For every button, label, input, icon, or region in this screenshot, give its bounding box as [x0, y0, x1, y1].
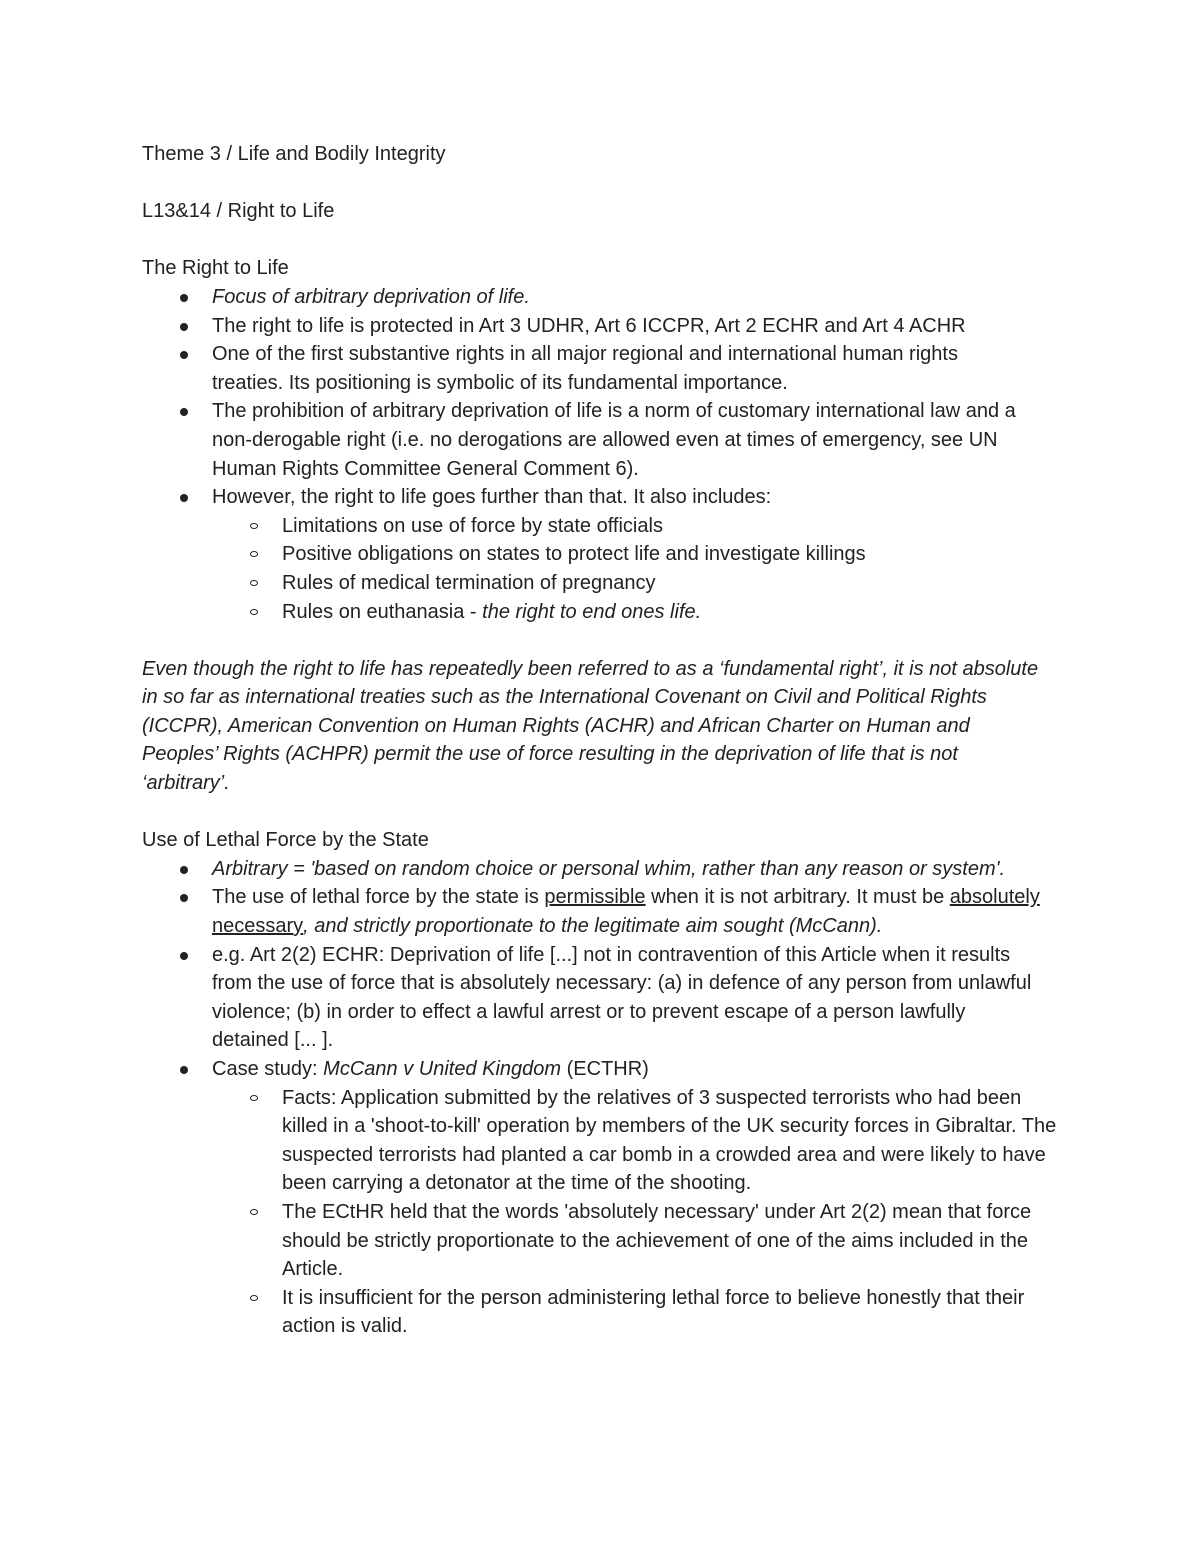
list-item — [212, 340, 1032, 397]
underlined-term: absolutely necessary — [212, 886, 1040, 938]
sublist-item — [282, 512, 1080, 541]
bullet-italic-text: , and strictly proportionate to the legitimate aim sought (McCann). — [303, 915, 883, 938]
bullet-dot-icon — [180, 894, 188, 902]
bullet-dot-icon — [180, 408, 188, 416]
sub-bullet-text: Facts: Application submitted by the relatives of 3 suspected terrorists who had been killed in a 'shoot-to-kill' operation by members of the UK security forces in Gibraltar. The suspected terrorists had planted a car bomb in a crowded area and were likely to have been carrying a detonator at the time of the shooting. — [282, 1086, 1057, 1195]
bullet-dot-icon — [180, 1066, 188, 1074]
list-item — [212, 855, 1012, 884]
sub-bullet-text: Rules on euthanasia - — [282, 600, 483, 623]
sub-bullet-text: Positive obligations on states to protect life and investigate killings — [282, 543, 866, 566]
bullet-text: One of the first substantive rights in all major regional and international human rights treaties. Its positioning is symbolic of its fundamental importance. — [212, 343, 958, 394]
bullet-circle-icon — [250, 1209, 258, 1215]
case-study-sublist — [212, 1084, 1080, 1341]
bullet-text: However, the right to life goes further than that. It also includes: — [212, 486, 772, 509]
sub-bullet-text: Rules of medical termination of pregnancy — [282, 571, 656, 594]
sublist-item — [282, 569, 1080, 598]
sub-bullet-text: The ECtHR held that the words 'absolutely necessary' under Art 2(2) mean that force should be strictly proportionate to the achievement of one of the aims included in the Article. — [282, 1200, 1032, 1281]
sublist-item — [282, 1198, 1062, 1284]
bullet-text: Arbitrary = 'based on random choice or personal whim, rather than any reason or system'. — [212, 857, 1006, 880]
case-name: McCann v United Kingdom — [323, 1058, 562, 1080]
bullet-text: (ECTHR) — [561, 1058, 649, 1080]
list-item — [212, 1055, 1080, 1341]
bullet-circle-icon — [250, 609, 258, 615]
italic-paragraph: Even though the right to life has repeatedly been referred to as a ‘fundamental right’, it is not absolute in so far as international treaties such as the International Covenant on Civil and Political Rights (ICCPR), American Convention on Human Rights (ACHR) and African Charter on Human and Peoples’ Rights (ACHPR) permit the use of force resulting in the deprivation of life that is not ‘arbitrary’. — [142, 657, 1039, 795]
bullet-circle-icon — [250, 523, 258, 529]
list-item — [212, 483, 1080, 626]
section-heading-lethal-force: Use of Lethal Force by the State — [142, 829, 429, 852]
list-item — [212, 397, 1052, 483]
bullet-circle-icon — [250, 1295, 258, 1301]
bullet-text: Focus of arbitrary deprivation of life. — [212, 285, 530, 308]
bullet-text: The prohibition of arbitrary deprivation of life is a norm of customary international law and a non-derogable right (i.e. no derogations are allowed even at times of emergency, see UN Human Rights Committee General Comment 6). — [212, 400, 1016, 480]
underlined-term: permissible — [544, 886, 646, 909]
sublist-item — [282, 540, 1080, 569]
bullet-dot-icon — [180, 351, 188, 359]
theme-title: Theme 3 / Life and Bodily Integrity — [142, 143, 446, 165]
sublist-item — [282, 1284, 1052, 1341]
bullet-text: Case study: — [212, 1058, 324, 1080]
bullet-dot-icon — [180, 494, 188, 502]
bullet-circle-icon — [250, 551, 258, 557]
sublist-item — [282, 1084, 1067, 1198]
bullet-dot-icon — [180, 866, 188, 874]
list-item — [212, 283, 1080, 312]
bullet-text: when it is not arbitrary. It must be — [645, 886, 950, 909]
bullet-text: The use of lethal force by the state is — [212, 886, 545, 909]
right-to-life-list — [142, 283, 1080, 626]
sub-bullet-italic-text: the right to end ones life. — [482, 600, 702, 623]
bullet-dot-icon — [180, 952, 188, 960]
includes-sublist — [212, 512, 1080, 626]
bullet-text: The right to life is protected in Art 3 UDHR, Art 6 ICCPR, Art 2 ECHR and Art 4 ACHR — [212, 314, 966, 337]
bullet-dot-icon — [180, 323, 188, 331]
sub-bullet-text: Limitations on use of force by state officials — [282, 514, 663, 537]
list-item — [212, 941, 1042, 1055]
bullet-circle-icon — [250, 580, 258, 586]
lecture-title: L13&14 / Right to Life — [142, 200, 335, 223]
section-heading-right-to-life: The Right to Life — [142, 257, 289, 280]
list-item — [212, 312, 1080, 341]
bullet-dot-icon — [180, 294, 188, 302]
bullet-text: e.g. Art 2(2) ECHR: Deprivation of life [...] not in contravention of this Article when it results from the use of force that is absolutely necessary: (a) in defence of any person from unlawful violence; (b) in order to effect a lawful arrest or to prevent escape of a person lawfully detained [... ]. — [212, 943, 1032, 1052]
list-item — [212, 883, 1042, 940]
lethal-force-list — [142, 855, 1080, 1341]
sub-bullet-text: It is insufficient for the person administering lethal force to believe honestly that their action is valid. — [282, 1286, 1025, 1338]
bullet-circle-icon — [250, 1095, 258, 1101]
sublist-item — [282, 598, 1080, 627]
